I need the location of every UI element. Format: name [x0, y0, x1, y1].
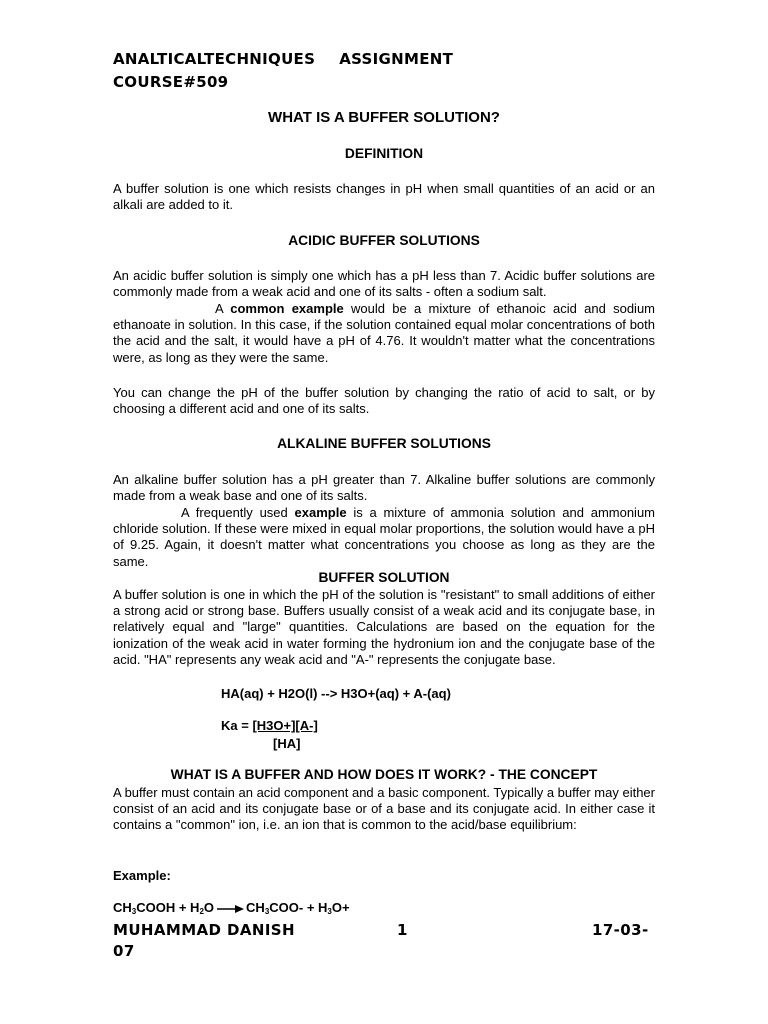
reactant-1-sub: 3: [131, 907, 137, 916]
reactant-2-sub: 2: [199, 907, 204, 916]
reactant-2-b: O: [203, 900, 215, 915]
product-2-sub: 3: [327, 907, 332, 916]
acidic-heading: ACIDIC BUFFER SOLUTIONS: [288, 233, 480, 248]
product-1-b: COO- + H: [269, 900, 328, 915]
course-number: COURSE#509: [113, 73, 229, 91]
ka-expression: [221, 718, 318, 733]
ionization-equation: HA(aq) + H2O(l) --> H3O+(aq) + A-(aq): [221, 686, 451, 701]
alkaline-p2-pre: A frequently used: [181, 505, 295, 520]
acidic-p2-post: would be a mixture of ethanoic acid and sodium ethanoate in solution. In this case, if the solution contained equal molar concentrations of both the acid and the salt, it would have a pH of 4.76. It wouldn't matter what the concentrations were, as long as they were the same.: [113, 301, 656, 365]
acidic-paragraph-1: An acidic buffer solution is simply one which has a pH less than 7. Acidic buffer solutions are commonly made from a weak acid and one of its salts - often a sodium salt.: [113, 268, 655, 300]
acidic-paragraph-2: [113, 301, 655, 366]
concept-paragraph: A buffer must contain an acid component and a basic component. Typically a buffer may either consist of an acid and its conjugate base or of a base and its conjugate acid. In either case it contains a "common" ion, i.e. an ion that is common to the acid/base equilibrium:: [113, 785, 655, 833]
acidic-paragraph-3: You can change the pH of the buffer solution by changing the ratio of acid to salt, or by choosing a different acid and one of its salts.: [113, 385, 655, 417]
course-name: ANALTICALTECHNIQUES: [113, 50, 316, 68]
alkaline-heading: ALKALINE BUFFER SOLUTIONS: [277, 436, 491, 451]
product-1-a: CH: [246, 900, 265, 915]
concept-heading: WHAT IS A BUFFER AND HOW DOES IT WORK? - THE CONCEPT: [170, 767, 598, 782]
page-title: WHAT IS A BUFFER SOLUTION?: [268, 109, 500, 126]
alkaline-p2-bold: example: [294, 505, 347, 520]
product-1-sub: 3: [264, 907, 270, 916]
ka-numerator: [H3O+][A-]: [252, 718, 318, 733]
definition-heading: DEFINITION: [344, 146, 424, 161]
ka-denominator: [HA]: [273, 736, 301, 751]
alkaline-p2-post: is a mixture of ammonia solution and ammonium chloride solution. If these were mixed in equal molar proportions, the solution would have a pH of 9.25. Again, it doesn't matter what concentrations you choose as long as they are the same.: [113, 505, 656, 569]
reaction-arrow-icon: [215, 904, 245, 914]
footer-date-part-1: 17-03-: [592, 921, 649, 939]
buffer-heading: BUFFER SOLUTION: [318, 570, 450, 585]
acidic-p2-pre: A: [215, 301, 231, 316]
footer-page-number: 1: [397, 921, 408, 939]
alkaline-paragraph-1: An alkaline buffer solution has a pH greater than 7. Alkaline buffer solutions are commonly made from a weak base and one of its salts.: [113, 472, 655, 504]
assignment-label: ASSIGNMENT: [339, 50, 454, 68]
ka-label: Ka =: [221, 718, 253, 733]
product-2-b: O+: [331, 900, 350, 915]
header-line-1: [113, 50, 453, 68]
reactant-1-a: CH: [113, 900, 132, 915]
reactant-1-b: COOH + H: [136, 900, 200, 915]
acidic-p2-bold: common example: [230, 301, 344, 316]
definition-text: A buffer solution is one which resists changes in pH when small quantities of an acid or an alkali are added to it.: [113, 181, 655, 213]
footer-date-part-2: 07: [113, 942, 135, 960]
footer-author: MUHAMMAD DANISH: [113, 921, 295, 939]
alkaline-paragraph-2: [113, 505, 655, 570]
example-reaction: [113, 900, 350, 916]
example-label: Example:: [113, 868, 171, 883]
buffer-paragraph: A buffer solution is one in which the pH of the solution is "resistant" to small additions of either a strong acid or strong base. Buffers usually consist of a weak acid and its conjugate base, in relatively equal and "large" quantities. Calculations are based on the equation for the ionization of the weak acid in water forming the hydronium ion and the conjugate base of the acid. "HA" represents any weak acid and "A-" represents the conjugate base.: [113, 587, 655, 667]
